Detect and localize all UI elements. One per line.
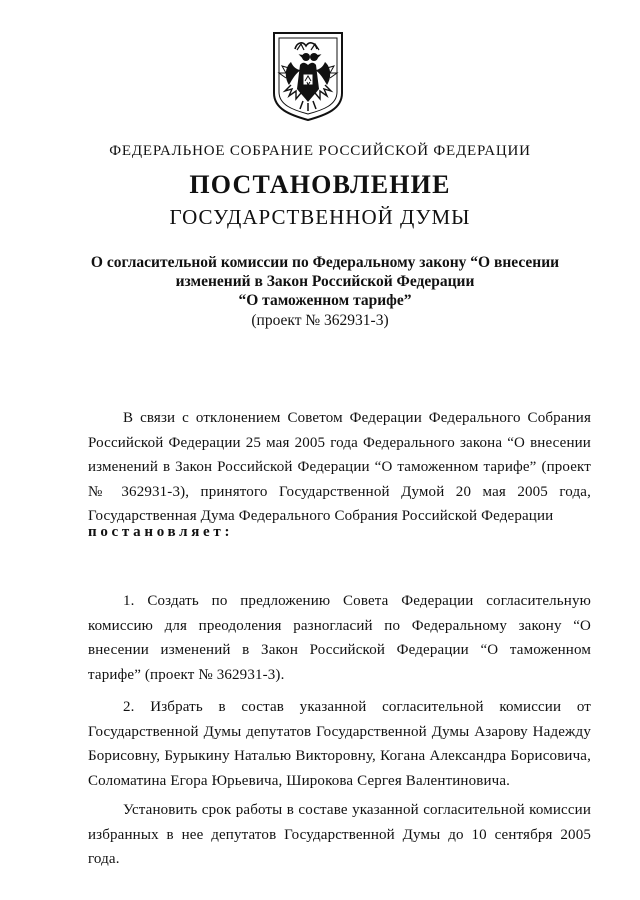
resolution-title-line: О согласительной комиссии по Федеральному закону “О внесении <box>90 254 560 271</box>
intro-paragraph: В связи с отклонением Советом Федерации Федерального Собрания Российской Федерации 25 мая 2005 года Федерального закона “О внесении изменений в Закон Российской Федерации “О таможенном тарифе” (проект № 362931-3), принятого Государственной Думой 20 мая 2005 года, Государственная Дума Федерального Собрания Российской Федерации <box>88 410 591 524</box>
resolution-title-line: “О таможенном тарифе” <box>238 292 412 309</box>
decision-item-2: 2. Избрать в состав указанной согласительной комиссии от Государственной Думы депутатов Государственной Думы Азарову Надежду Борисовну, Бурыкину Наталью Викторовну, Когана Александра Борисовича, Соломатина Егора Юрьевича, Широкова Сергея Валентиновича. <box>88 699 591 789</box>
document-type-heading: ПОСТАНОВЛЕНИЕ <box>189 170 451 199</box>
federal-assembly-heading: ФЕДЕРАЛЬНОЕ СОБРАНИЕ РОССИЙСКОЙ ФЕДЕРАЦИИ <box>109 143 531 159</box>
russian-coat-of-arms-icon <box>271 31 345 122</box>
project-number: (проект № 362931-3) <box>251 312 389 329</box>
final-paragraph: Установить срок работы в составе указанной согласительной комиссии избранных в нее депутатов Государственной Думы до 10 сентября 2005 года. <box>88 802 591 867</box>
resolution-title <box>80 253 570 310</box>
decree-word: постановляет: <box>88 524 234 540</box>
decision-item-1: 1. Создать по предложению Совета Федерации согласительную комиссию для преодоления разногласий по Федеральному закону “О внесении изменений в Закон Российской Федерации “О таможенном тарифе” (проект № 362931-3). <box>88 593 591 683</box>
resolution-title-line: изменений в Закон Российской Федерации <box>175 273 475 290</box>
issuer-heading: ГОСУДАРСТВЕННОЙ ДУМЫ <box>169 205 471 229</box>
